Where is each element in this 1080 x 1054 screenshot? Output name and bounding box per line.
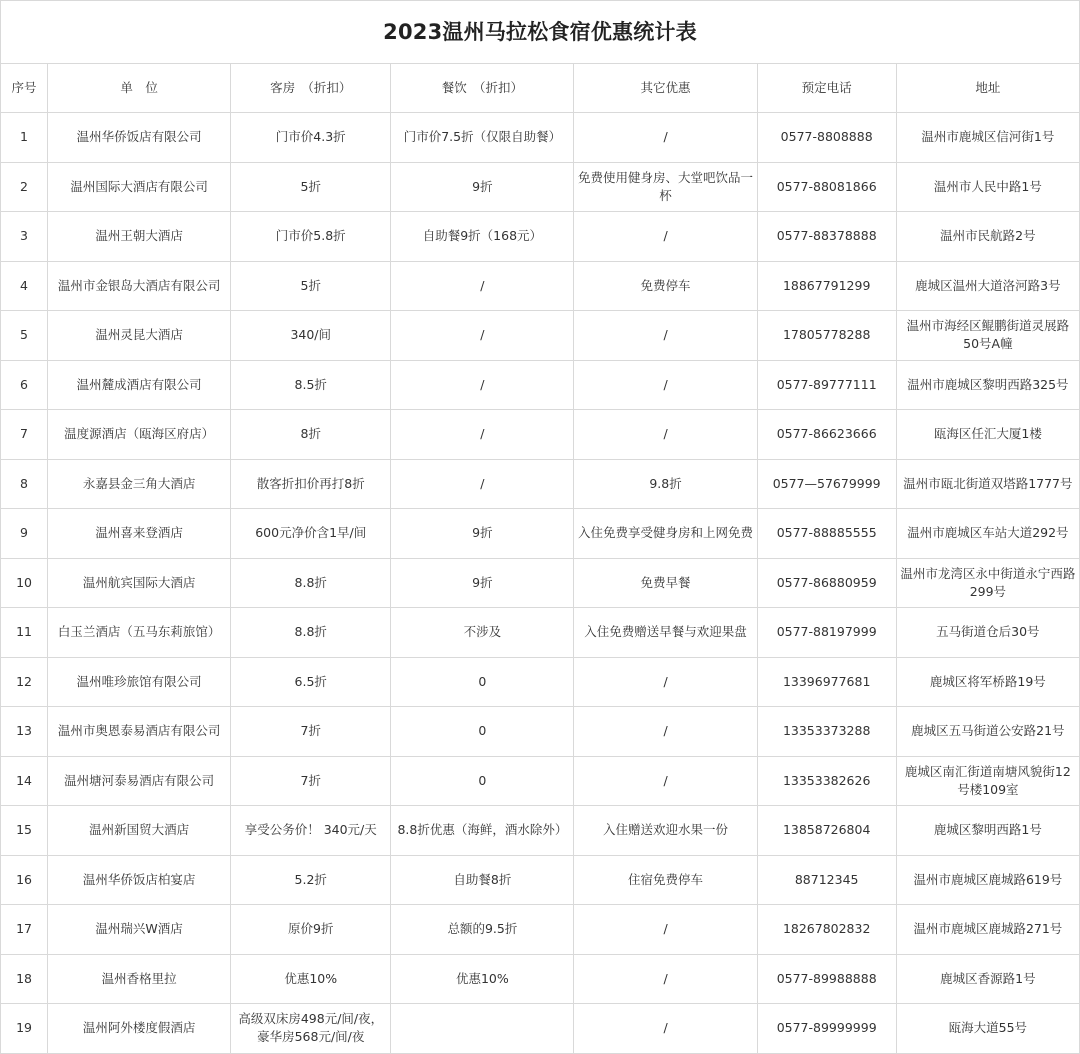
cell-food: /: [391, 459, 574, 509]
cell-room: 原价9折: [231, 905, 391, 955]
table-row: [1, 162, 1080, 212]
cell-unit: 温州航宾国际大酒店: [48, 558, 231, 608]
cell-unit: 温度源酒店（瓯海区府店）: [48, 410, 231, 460]
cell-idx: 14: [1, 756, 48, 806]
cell-food: 自助餐9折（168元）: [391, 212, 574, 262]
cell-food: 优惠10%: [391, 954, 574, 1004]
cell-other: /: [574, 1004, 757, 1054]
table-row: [1, 756, 1080, 806]
cell-room: 门市价5.8折: [231, 212, 391, 262]
cell-idx: 1: [1, 113, 48, 163]
cell-unit: 温州市金银岛大酒店有限公司: [48, 261, 231, 311]
cell-unit: 温州唯珍旅馆有限公司: [48, 657, 231, 707]
cell-other: /: [574, 311, 757, 361]
cell-phone: 0577-8808888: [757, 113, 896, 163]
cell-other: 入住免费赠送早餐与欢迎果盘: [574, 608, 757, 658]
cell-other: /: [574, 756, 757, 806]
header-room: 客房 （折扣）: [231, 64, 391, 113]
cell-other: 免费停车: [574, 261, 757, 311]
cell-idx: 5: [1, 311, 48, 361]
cell-phone: 0577-89988888: [757, 954, 896, 1004]
cell-addr: 瓯海大道55号: [896, 1004, 1079, 1054]
table-row: [1, 707, 1080, 757]
cell-idx: 10: [1, 558, 48, 608]
cell-addr: 温州市龙湾区永中街道永宁西路299号: [896, 558, 1079, 608]
cell-addr: 温州市民航路2号: [896, 212, 1079, 262]
table-row: [1, 905, 1080, 955]
cell-room: 门市价4.3折: [231, 113, 391, 163]
cell-unit: 温州新国贸大酒店: [48, 806, 231, 856]
table-row: [1, 311, 1080, 361]
table-row: [1, 261, 1080, 311]
cell-other: 入住赠送欢迎水果一份: [574, 806, 757, 856]
cell-other: 免费早餐: [574, 558, 757, 608]
cell-addr: 鹿城区将军桥路19号: [896, 657, 1079, 707]
cell-phone: 13858726804: [757, 806, 896, 856]
cell-addr: 鹿城区五马街道公安路21号: [896, 707, 1079, 757]
cell-other: /: [574, 905, 757, 955]
cell-unit: 温州王朝大酒店: [48, 212, 231, 262]
cell-other: /: [574, 212, 757, 262]
cell-room: 7折: [231, 707, 391, 757]
cell-unit: 温州香格里拉: [48, 954, 231, 1004]
cell-addr: 鹿城区温州大道洛河路3号: [896, 261, 1079, 311]
cell-idx: 15: [1, 806, 48, 856]
cell-addr: 温州市鹿城区鹿城路271号: [896, 905, 1079, 955]
cell-unit: 温州阿外楼度假酒店: [48, 1004, 231, 1054]
cell-phone: 0577-89999999: [757, 1004, 896, 1054]
cell-food: 0: [391, 657, 574, 707]
table-row: [1, 113, 1080, 163]
cell-room: 5折: [231, 162, 391, 212]
cell-unit: 温州瑞兴W酒店: [48, 905, 231, 955]
cell-addr: 温州市瓯北街道双塔路1777号: [896, 459, 1079, 509]
cell-idx: 19: [1, 1004, 48, 1054]
cell-idx: 6: [1, 360, 48, 410]
cell-food: 0: [391, 707, 574, 757]
cell-food: 总额的9.5折: [391, 905, 574, 955]
cell-unit: 温州国际大酒店有限公司: [48, 162, 231, 212]
table-row: [1, 855, 1080, 905]
cell-room: 优惠10%: [231, 954, 391, 1004]
cell-idx: 7: [1, 410, 48, 460]
header-food: 餐饮 （折扣）: [391, 64, 574, 113]
cell-phone: 18267802832: [757, 905, 896, 955]
cell-room: 8折: [231, 410, 391, 460]
cell-room: 高级双床房498元/间/夜，豪华房568元/间/夜: [231, 1004, 391, 1054]
cell-unit: 温州塘河泰易酒店有限公司: [48, 756, 231, 806]
table-row: [1, 1004, 1080, 1054]
cell-addr: 鹿城区黎明西路1号: [896, 806, 1079, 856]
cell-unit: 永嘉县金三角大酒店: [48, 459, 231, 509]
table-row: [1, 954, 1080, 1004]
cell-unit: 白玉兰酒店（五马东莉旅馆）: [48, 608, 231, 658]
table-row: [1, 657, 1080, 707]
cell-room: 6.5折: [231, 657, 391, 707]
cell-phone: 0577-88885555: [757, 509, 896, 559]
cell-food: 不涉及: [391, 608, 574, 658]
table-row: [1, 360, 1080, 410]
table-row: [1, 459, 1080, 509]
cell-phone: 0577-88378888: [757, 212, 896, 262]
table-row: [1, 558, 1080, 608]
cell-addr: 温州市人民中路1号: [896, 162, 1079, 212]
cell-room: 340/间: [231, 311, 391, 361]
cell-room: 散客折扣价再打8折: [231, 459, 391, 509]
cell-other: /: [574, 410, 757, 460]
cell-phone: 0577-86880959: [757, 558, 896, 608]
cell-addr: 鹿城区南汇街道南塘风貌街12号楼109室: [896, 756, 1079, 806]
cell-idx: 9: [1, 509, 48, 559]
cell-phone: 0577-86623666: [757, 410, 896, 460]
header-addr: 地址: [896, 64, 1079, 113]
cell-unit: 温州华侨饭店柏宴店: [48, 855, 231, 905]
cell-idx: 11: [1, 608, 48, 658]
cell-phone: 0577-88197999: [757, 608, 896, 658]
cell-food: 8.8折优惠（海鲜，酒水除外）: [391, 806, 574, 856]
cell-idx: 18: [1, 954, 48, 1004]
cell-food: [391, 1004, 574, 1054]
cell-unit: 温州麓成酒店有限公司: [48, 360, 231, 410]
cell-idx: 13: [1, 707, 48, 757]
cell-phone: 13353373288: [757, 707, 896, 757]
table-row: [1, 509, 1080, 559]
cell-room: 5折: [231, 261, 391, 311]
cell-phone: 13353382626: [757, 756, 896, 806]
cell-food: /: [391, 311, 574, 361]
cell-other: /: [574, 113, 757, 163]
cell-unit: 温州市奥恩泰易酒店有限公司: [48, 707, 231, 757]
header-row: [1, 64, 1080, 113]
cell-phone: 0577—57679999: [757, 459, 896, 509]
cell-phone: 18867791299: [757, 261, 896, 311]
cell-other: 住宿免费停车: [574, 855, 757, 905]
cell-idx: 4: [1, 261, 48, 311]
cell-other: /: [574, 360, 757, 410]
cell-idx: 2: [1, 162, 48, 212]
cell-room: 8.5折: [231, 360, 391, 410]
header-phone: 预定电话: [757, 64, 896, 113]
cell-room: 享受公务价！ 340元/天: [231, 806, 391, 856]
cell-addr: 温州市鹿城区车站大道292号: [896, 509, 1079, 559]
cell-idx: 8: [1, 459, 48, 509]
cell-other: /: [574, 657, 757, 707]
header-idx: 序号: [1, 64, 48, 113]
table-row: [1, 608, 1080, 658]
cell-food: /: [391, 261, 574, 311]
cell-phone: 0577-88081866: [757, 162, 896, 212]
table-title: 2023温州马拉松食宿优惠统计表: [1, 1, 1080, 64]
cell-other: 入住免费享受健身房和上网免费: [574, 509, 757, 559]
cell-addr: 鹿城区香源路1号: [896, 954, 1079, 1004]
table-row: [1, 806, 1080, 856]
cell-phone: 17805778288: [757, 311, 896, 361]
cell-idx: 17: [1, 905, 48, 955]
cell-idx: 12: [1, 657, 48, 707]
cell-other: /: [574, 707, 757, 757]
cell-addr: 温州市鹿城区黎明西路325号: [896, 360, 1079, 410]
cell-idx: 3: [1, 212, 48, 262]
cell-room: 8.8折: [231, 608, 391, 658]
cell-food: /: [391, 360, 574, 410]
cell-other: 9.8折: [574, 459, 757, 509]
cell-food: 9折: [391, 558, 574, 608]
cell-room: 8.8折: [231, 558, 391, 608]
cell-addr: 五马街道仓后30号: [896, 608, 1079, 658]
cell-unit: 温州灵昆大酒店: [48, 311, 231, 361]
cell-phone: 0577-89777111: [757, 360, 896, 410]
cell-room: 7折: [231, 756, 391, 806]
table-row: [1, 410, 1080, 460]
cell-food: 门市价7.5折（仅限自助餐）: [391, 113, 574, 163]
cell-addr: 温州市鹿城区鹿城路619号: [896, 855, 1079, 905]
cell-other: 免费使用健身房、大堂吧饮品一杯: [574, 162, 757, 212]
cell-addr: 温州市鹿城区信河街1号: [896, 113, 1079, 163]
cell-food: /: [391, 410, 574, 460]
header-unit: 单 位: [48, 64, 231, 113]
cell-room: 600元净价含1早/间: [231, 509, 391, 559]
cell-food: 自助餐8折: [391, 855, 574, 905]
cell-food: 9折: [391, 509, 574, 559]
cell-unit: 温州华侨饭店有限公司: [48, 113, 231, 163]
cell-phone: 88712345: [757, 855, 896, 905]
header-other: 其它优惠: [574, 64, 757, 113]
cell-unit: 温州喜来登酒店: [48, 509, 231, 559]
cell-idx: 16: [1, 855, 48, 905]
cell-addr: 温州市海经区鲲鹏街道灵展路50号A幢: [896, 311, 1079, 361]
cell-room: 5.2折: [231, 855, 391, 905]
cell-food: 0: [391, 756, 574, 806]
cell-phone: 13396977681: [757, 657, 896, 707]
cell-other: /: [574, 954, 757, 1004]
cell-food: 9折: [391, 162, 574, 212]
table-row: [1, 212, 1080, 262]
cell-addr: 瓯海区任汇大厦1楼: [896, 410, 1079, 460]
